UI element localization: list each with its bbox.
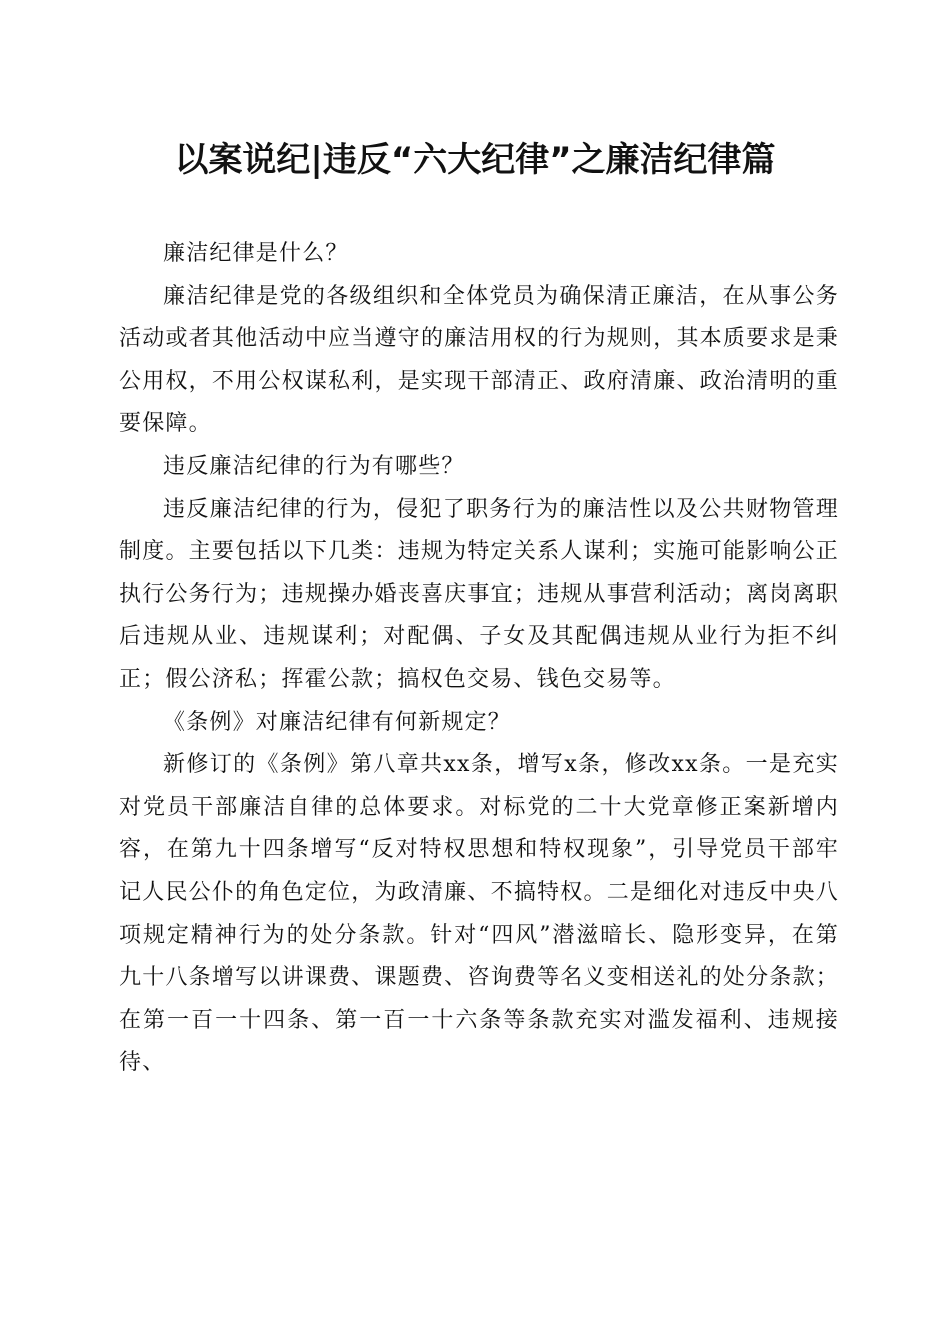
document-title: 以案说纪|违反“六大纪律”之廉洁纪律篇: [174, 140, 776, 180]
document-body: [119, 233, 839, 1085]
question-paragraph: 违反廉洁纪律的行为有哪些？: [163, 453, 465, 479]
body-paragraph: 新修订的《条例》第八章共xx条，增写x条，修改xx条。一是充实对党员干部廉洁自律的总体要求。对标党的二十大党章修正案新增内容，在第九十四条增写“反对特权思想和特权现象”，引导党员干部牢记人民公仆的角色定位，为政清廉、不搞特权。二是细化对违反中央八项规定精神行为的处分条款。针对“四风”潜滋暗长、隐形变异，在第九十八条增写以讲课费、课题费、咨询费等名义变相送礼的处分条款；在第一百一十四条、第一百一十六条等条款充实对滥发福利、违规接待、: [119, 752, 839, 1076]
question-paragraph: 《条例》对廉洁纪律有何新规定？: [163, 709, 512, 735]
body-paragraph: 廉洁纪律是党的各级组织和全体党员为确保清正廉洁，在从事公务活动或者其他活动中应当遵守的廉洁用权的行为规则，其本质要求是秉公用权，不用公权谋私利，是实现干部清正、政府清廉、政治清明的重要保障。: [119, 283, 839, 437]
body-paragraph: 违反廉洁纪律的行为，侵犯了职务行为的廉洁性以及公共财物管理制度。主要包括以下几类：违规为特定关系人谋利；实施可能影响公正执行公务行为；违规操办婚丧喜庆事宜；违规从事营利活动；离岗离职后违规从业、违规谋利；对配偶、子女及其配偶违规从业行为拒不纠正；假公济私；挥霍公款；搞权色交易、钱色交易等。: [119, 496, 839, 692]
question-paragraph: 廉洁纪律是什么？: [163, 241, 349, 266]
